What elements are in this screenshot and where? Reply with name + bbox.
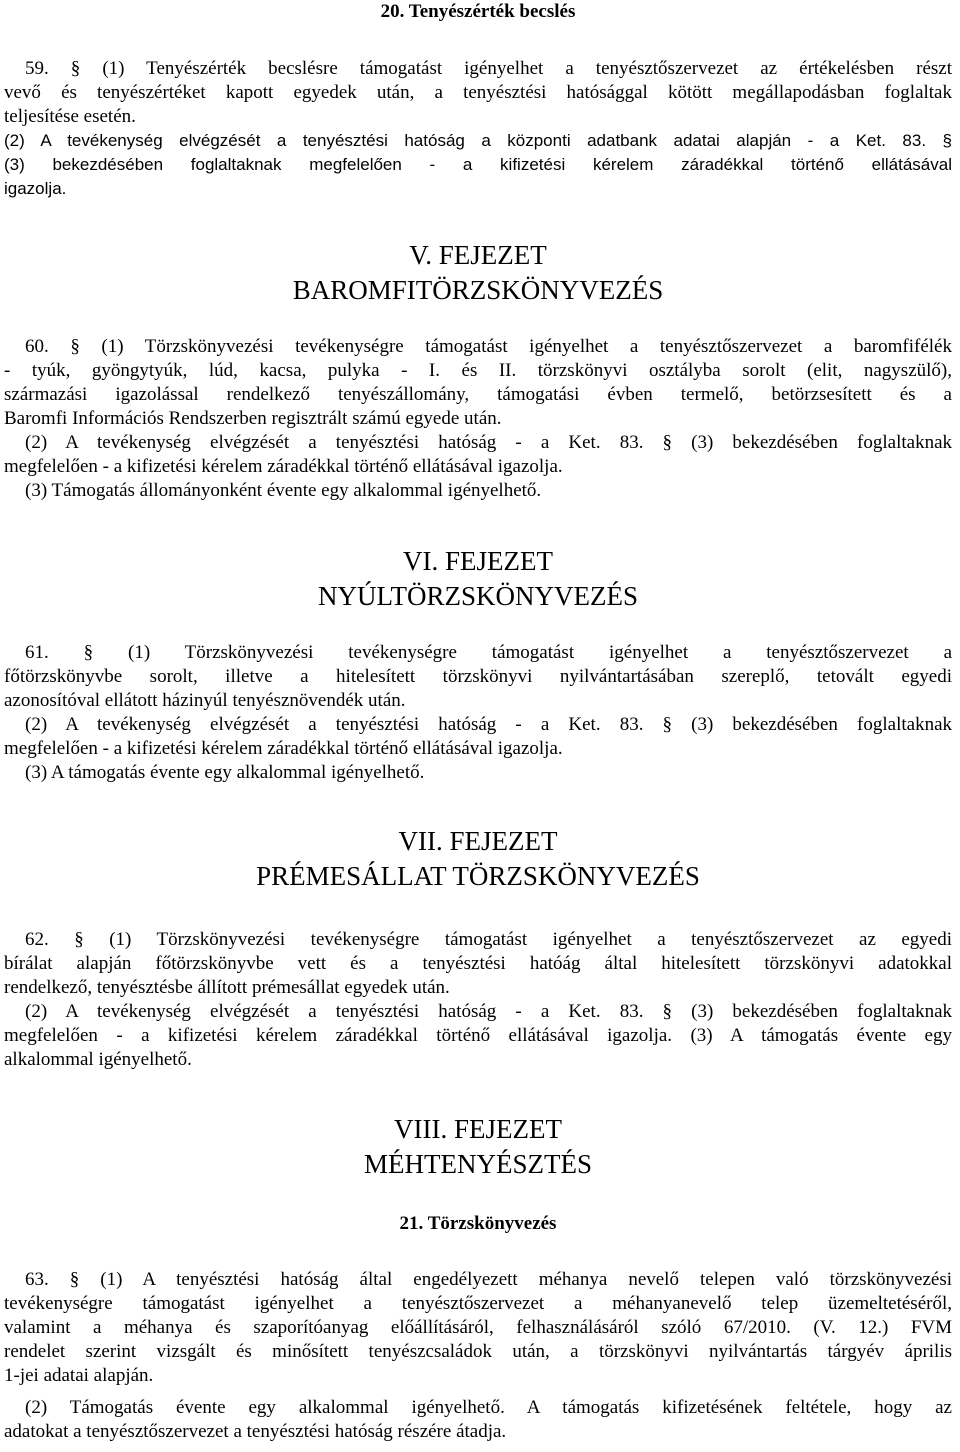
s59-line-4: (2) A tevékenység elvégzését a tenyésztési hatóság a központi adatbank adatai alapján - a Ket. 83. §: [4, 131, 952, 150]
s63-line-4: rendelet szerint vizsgált és minősített tenyészcsaládok után, a törzskönyvi nyilvántartás tárgyév április: [4, 1341, 952, 1362]
s62-line-4: (2) A tevékenység elvégzését a tenyésztési hatóság - a Ket. 83. § (3) bekezdésében foglaltaknak: [25, 1001, 952, 1022]
s60-line-3: származási igazolással rendelkező tenyészállomány, támogatási évben termelő, betörzsesített és a: [4, 384, 952, 405]
s61-line-5: megfelelően - a kifizetési kérelem záradékkal történő ellátásával igazolja.: [4, 738, 563, 759]
chapter-7-title: PRÉMESÁLLAT TÖRZSKÖNYVEZÉS: [256, 861, 700, 891]
s63-line-1: 63. § (1) A tenyésztési hatóság által engedélyezett méhanya nevelő telepen való törzskönyvezési: [25, 1269, 952, 1290]
s60-line-1: 60. § (1) Törzskönyvezési tevékenységre támogatást igényelhet a tenyésztőszervezet a baromfifélék: [25, 336, 952, 357]
chapter-8-number: VIII. FEJEZET: [394, 1114, 562, 1144]
chapter-5-number: V. FEJEZET: [409, 240, 547, 270]
s60-line-2: - tyúk, gyöngytyúk, lúd, kacsa, pulyka - I. és II. törzskönyvi osztályba sorolt (elit, nagyszülő),: [4, 360, 952, 381]
s60-line-4: Baromfi Információs Rendszerben regisztrált számú egyede után.: [4, 408, 502, 429]
s61-line-1: 61. § (1) Törzskönyvezési tevékenységre támogatást igényelhet a tenyésztőszervezet a: [25, 642, 952, 663]
s59-line-6: igazolja.: [4, 179, 67, 198]
s61-line-3: azonosítóval ellátott házinyúl tenyésznövendék után.: [4, 690, 406, 711]
s61-line-4: (2) A tevékenység elvégzését a tenyésztési hatóság - a Ket. 83. § (3) bekezdésében foglaltaknak: [25, 714, 952, 735]
s61-line-2: főtörzskönyvbe sorolt, illetve a hitelesített törzskönyvi nyilvántartásában szereplő, tetovált egyedi: [4, 666, 952, 687]
s63-line-7: adatokat a tenyésztőszervezet a tenyésztési hatóság részére átadja.: [4, 1421, 507, 1442]
chapter-7-number: VII. FEJEZET: [398, 826, 558, 856]
chapter-6-number: VI. FEJEZET: [403, 546, 553, 576]
chapter-8-title: MÉHTENYÉSZTÉS: [364, 1149, 592, 1179]
s59-line-2: vevő és tenyészértéket kapott egyedek után, a tenyésztési hatósággal kötött megállapodásban foglaltak: [4, 82, 952, 103]
s63-line-5: 1-jei adatai alapján.: [4, 1365, 154, 1386]
section-heading-21: 21. Törzskönyvezés: [399, 1213, 557, 1234]
s59-line-1: 59. § (1) Tenyészérték becslésre támogatást igényelhet a tenyésztőszervezet az értékelésben részt: [25, 58, 952, 79]
chapter-6-title: NYÚLTÖRZSKÖNYVEZÉS: [317, 581, 638, 611]
s62-line-6: alkalommal igényelhető.: [4, 1049, 192, 1070]
s62-line-5: megfelelően - a kifizetési kérelem záradékkal történő ellátásával igazolja. (3) A támogatás évente egy: [4, 1025, 952, 1046]
s59-line-3: teljesítése esetén.: [4, 106, 136, 127]
s60-line-5: (2) A tevékenység elvégzését a tenyésztési hatóság - a Ket. 83. § (3) bekezdésében foglaltaknak: [25, 432, 952, 453]
s60-line-7: (3) Támogatás állományonként évente egy alkalommal igényelhető.: [25, 480, 542, 501]
s63-line-6: (2) Támogatás évente egy alkalommal igényelhető. A támogatás kifizetésének feltétele, hogy az: [25, 1397, 952, 1418]
chapter-5-title: BAROMFITÖRZSKÖNYVEZÉS: [292, 275, 664, 305]
s61-line-6: (3) A támogatás évente egy alkalommal igényelhető.: [25, 762, 425, 783]
s62-line-1: 62. § (1) Törzskönyvezési tevékenységre támogatást igényelhet a tenyésztőszervezet az egyedi: [25, 929, 952, 950]
s63-line-2: tevékenységre támogatást igényelhet a tenyésztőszervezet a méhanyanevelő telep üzemeltetéséről,: [4, 1293, 952, 1314]
s59-line-5: (3) bekezdésében foglaltaknak megfelelően - a kifizetési kérelem záradékkal történő ellátásával: [4, 155, 952, 174]
s62-line-3: rendelkező, tenyésztésbe állított prémesállat egyedek után.: [4, 977, 450, 998]
s63-line-3: valamint a méhanya és szaporítóanyag előállításáról, felhasználásáról szóló 67/2010. (V. 12.) FVM: [4, 1317, 952, 1338]
s60-line-6: megfelelően - a kifizetési kérelem záradékkal történő ellátásával igazolja.: [4, 456, 563, 477]
section-heading-20: 20. Tenyészérték becslés: [380, 1, 576, 22]
s62-line-2: bírálat alapján főtörzskönyvbe vett és a tenyésztési hatóág által hitelesített törzskönyvi adatokkal: [4, 953, 952, 974]
